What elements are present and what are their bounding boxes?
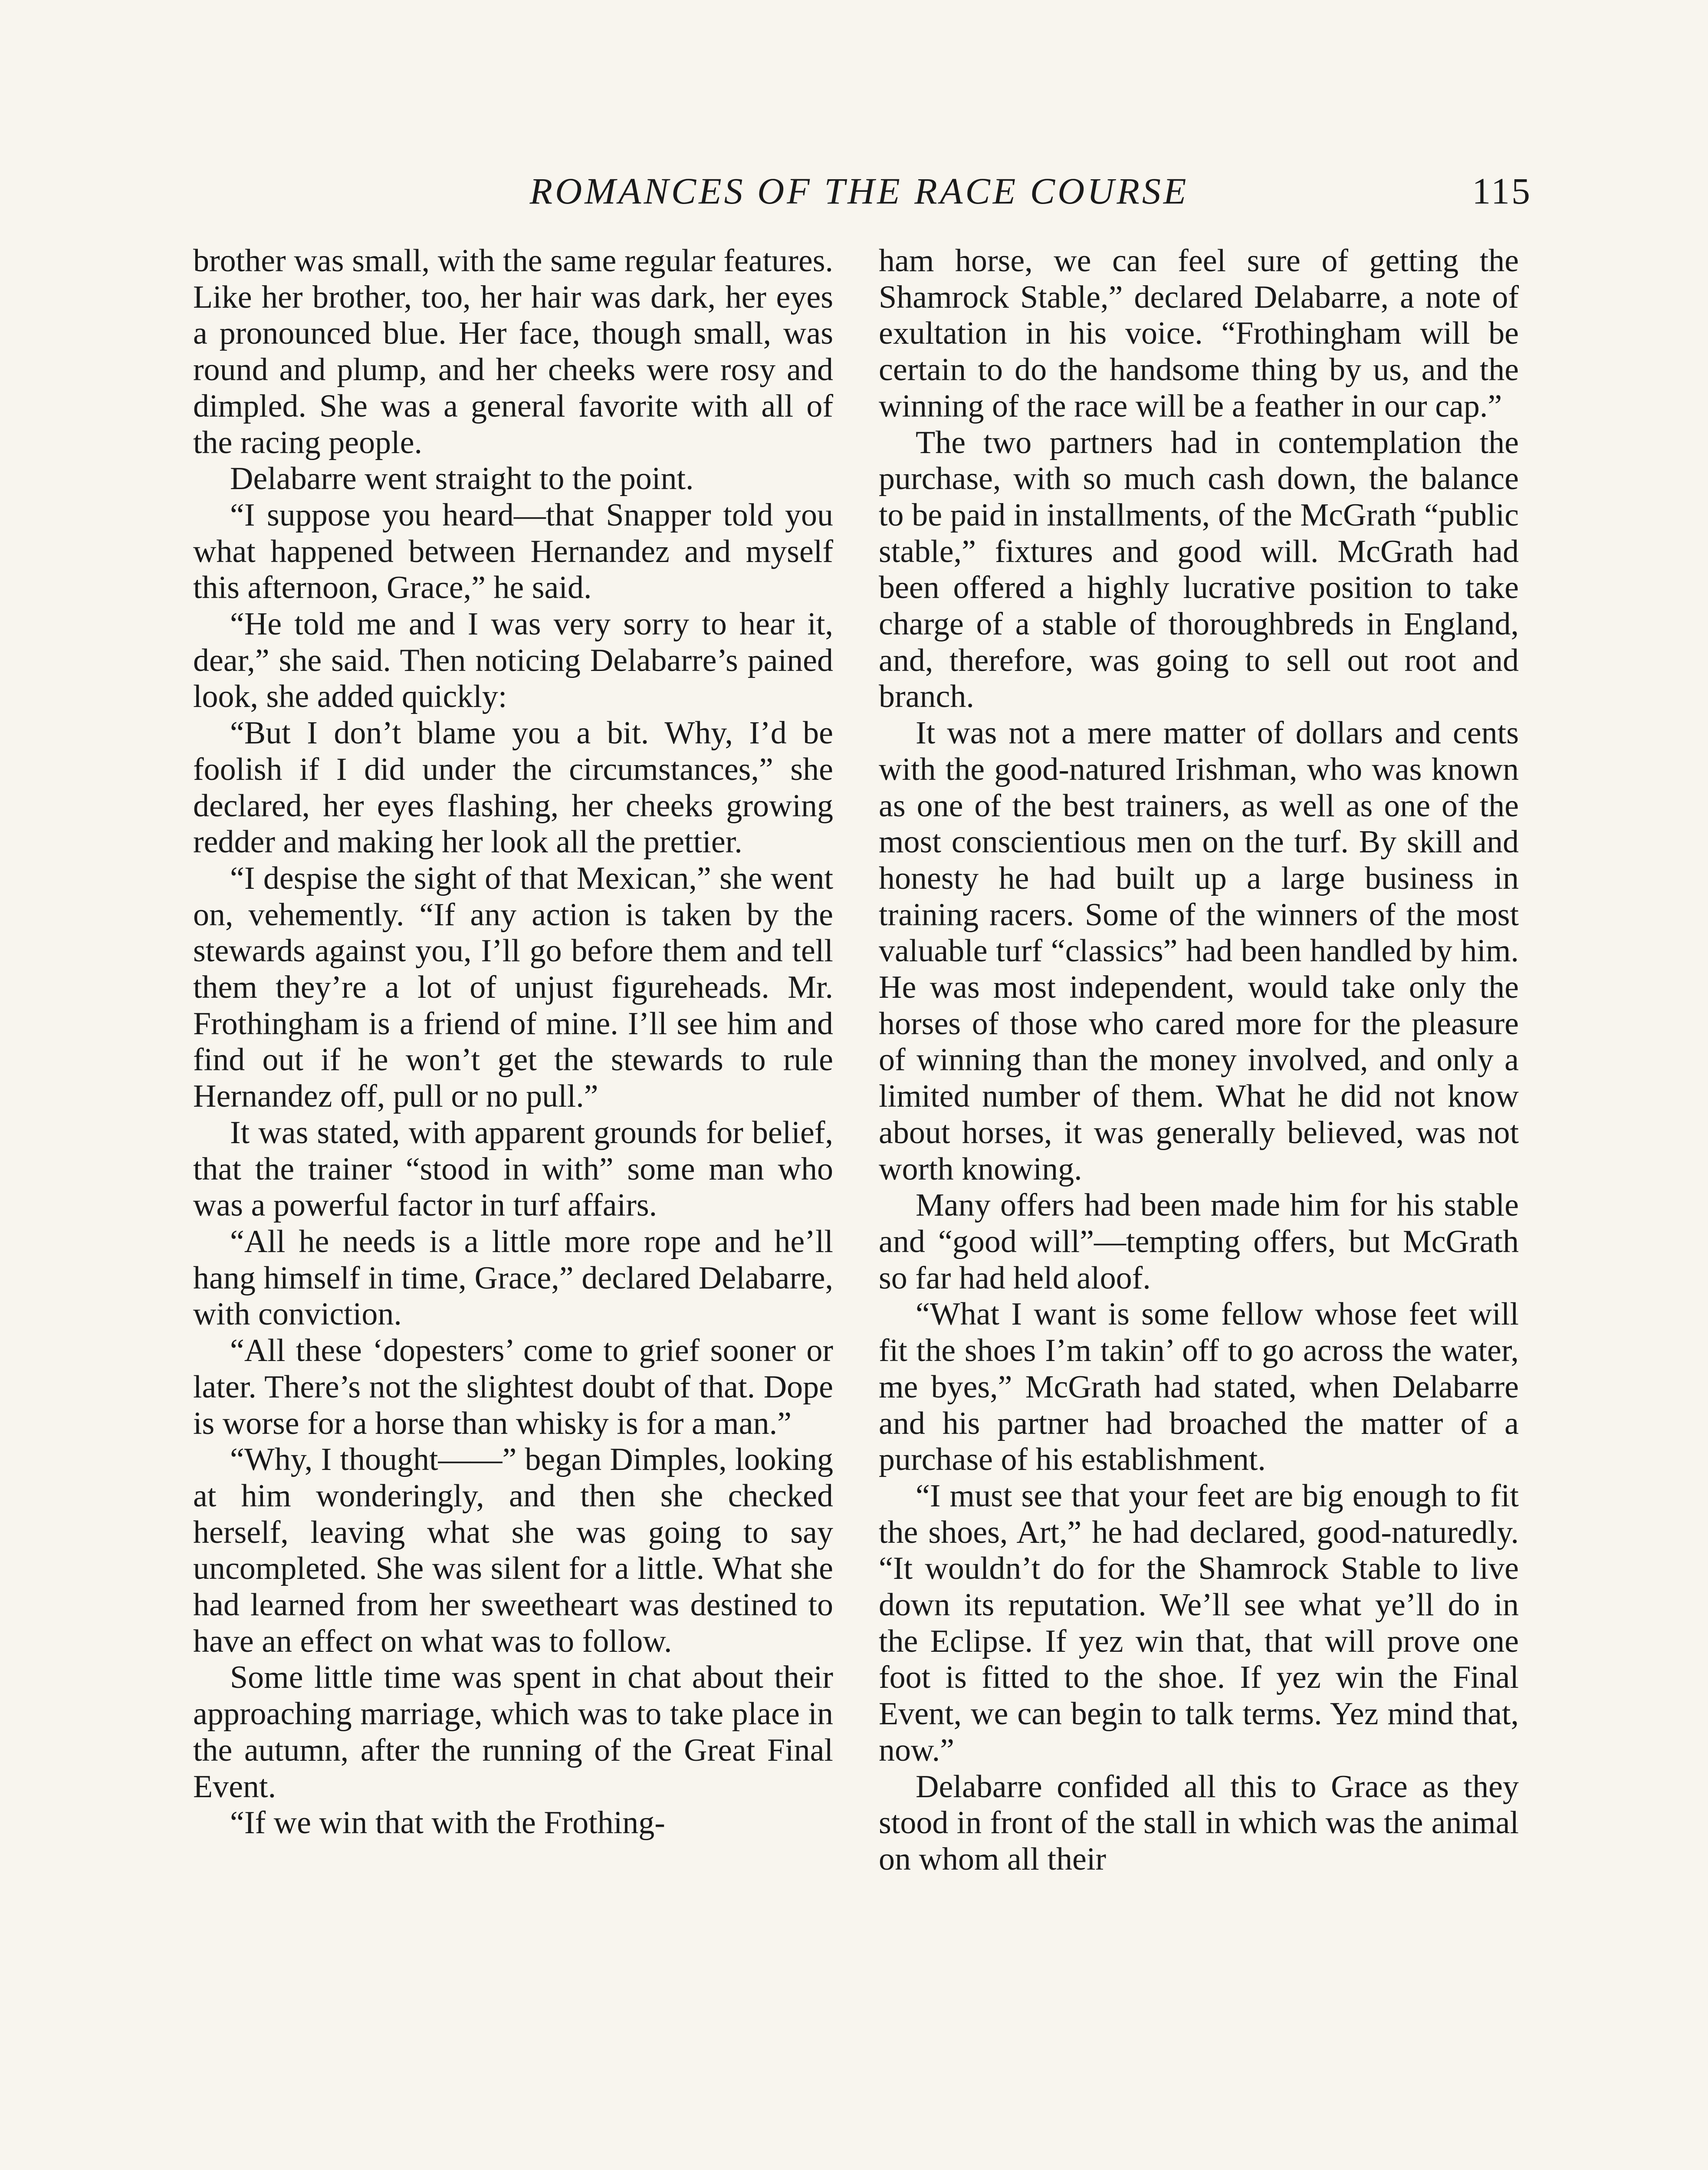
paragraph: “What I want is some fellow whose feet will fit the shoes I’m takin’ off to go across the water, me byes,” McGrath had stated, when Delabarre and his partner had broached the matter of a purchase of his establishment. <box>879 1296 1519 1478</box>
running-title: ROMANCES OF THE RACE COURSE <box>529 170 1189 212</box>
paragraph: “I must see that your feet are big enough to fit the shoes, Art,” he had declared, good-naturedly. “It wouldn’t do for the Shamrock Stable to live down its reputation. We’ll see what ye’ll do in the Eclipse. If yez win that, that will prove one foot is fitted to the shoe. If yez win the Final Event, we can begin to talk terms. Yez mind that, now.” <box>879 1478 1519 1768</box>
paragraph: “I despise the sight of that Mexican,” she went on, vehemently. “If any action is taken by the stewards against you, I’ll go before them and tell them they’re a lot of unjust figureheads. Mr. Frothingham is a friend of mine. I’ll see him and find out if he won’t get the stewards to rule Hernandez off, pull or no pull.” <box>193 860 833 1115</box>
paragraph: Delabarre went straight to the point. <box>230 461 694 497</box>
paragraph: “I suppose you heard—that Snapper told you what happened between Hernandez and myself this afternoon, Grace,” he said. <box>193 497 833 606</box>
paragraph: “If we win that with the Frothing- <box>230 1805 665 1841</box>
paragraph: “All he needs is a little more rope and he’ll hang himself in time, Grace,” declared Delabarre, with conviction. <box>193 1223 833 1332</box>
paragraph: “But I don’t blame you a bit. Why, I’d be foolish if I did under the circumstances,” she declared, her eyes flashing, her cheeks growing redder and making her look all the prettier. <box>193 715 833 860</box>
paragraph: “Why, I thought——” began Dimples, looking at him wonderingly, and then she checked herself, leaving what she was going to say uncompleted. She was silent for a little. What she had learned from her sweetheart was destined to have an effect on what was to follow. <box>193 1442 833 1659</box>
page-header <box>187 165 1532 217</box>
paragraph: Delabarre confided all this to Grace as they stood in front of the stall in which was the animal on whom all their <box>879 1769 1519 1877</box>
paragraph: ham horse, we can feel sure of getting the Shamrock Stable,” declared Delabarre, a note of exultation in his voice. “Frothingham will be certain to do the handsome thing by us, and the winning of the race will be a feather in our cap.” <box>879 243 1519 424</box>
page-number: 115 <box>1472 170 1532 212</box>
right-column <box>879 243 1519 1878</box>
paragraph: The two partners had in contemplation the purchase, with so much cash down, the balance to be paid in installments, of the McGrath “public stable,” fixtures and good will. McGrath had been offered a highly lucrative position to take charge of a stable of thoroughbreds in England, and, therefore, was going to sell out root and branch. <box>879 424 1519 715</box>
paragraph: “He told me and I was very sorry to hear it, dear,” she said. Then noticing Delabarre’s pained look, she added quickly: <box>193 606 833 715</box>
paragraph: Some little time was spent in chat about their approaching marriage, which was to take place in the autumn, after the running of the Great Final Event. <box>193 1660 833 1805</box>
paragraph: brother was small, with the same regular features. Like her brother, too, her hair was dark, her eyes a pronounced blue. Her face, though small, was round and plump, and her cheeks were rosy and dimpled. She was a general favorite with all of the racing people. <box>193 243 833 460</box>
paragraph: Many offers had been made him for his stable and “good will”—tempting offers, but McGrath so far had held aloof. <box>879 1187 1519 1296</box>
paragraph: It was not a mere matter of dollars and cents with the good-natured Irishman, who was known as one of the best trainers, as well as one of the most conscientious men on the turf. By skill and honesty he had built up a large business in training racers. Some of the winners of the most valuable turf “classics” had been handled by him. He was most independent, would take only the horses of those who cared more for the pleasure of winning than the money involved, and only a limited number of them. What he did not know about horses, it was generally believed, was not worth knowing. <box>879 715 1519 1187</box>
paragraph: “All these ‘dopesters’ come to grief sooner or later. There’s not the slightest doubt of that. Dope is worse for a horse than whisky is for a man.” <box>193 1333 833 1441</box>
paragraph: It was stated, with apparent grounds for belief, that the trainer “stood in with” some man who was a powerful factor in turf affairs. <box>193 1115 833 1223</box>
left-column <box>193 243 833 1841</box>
